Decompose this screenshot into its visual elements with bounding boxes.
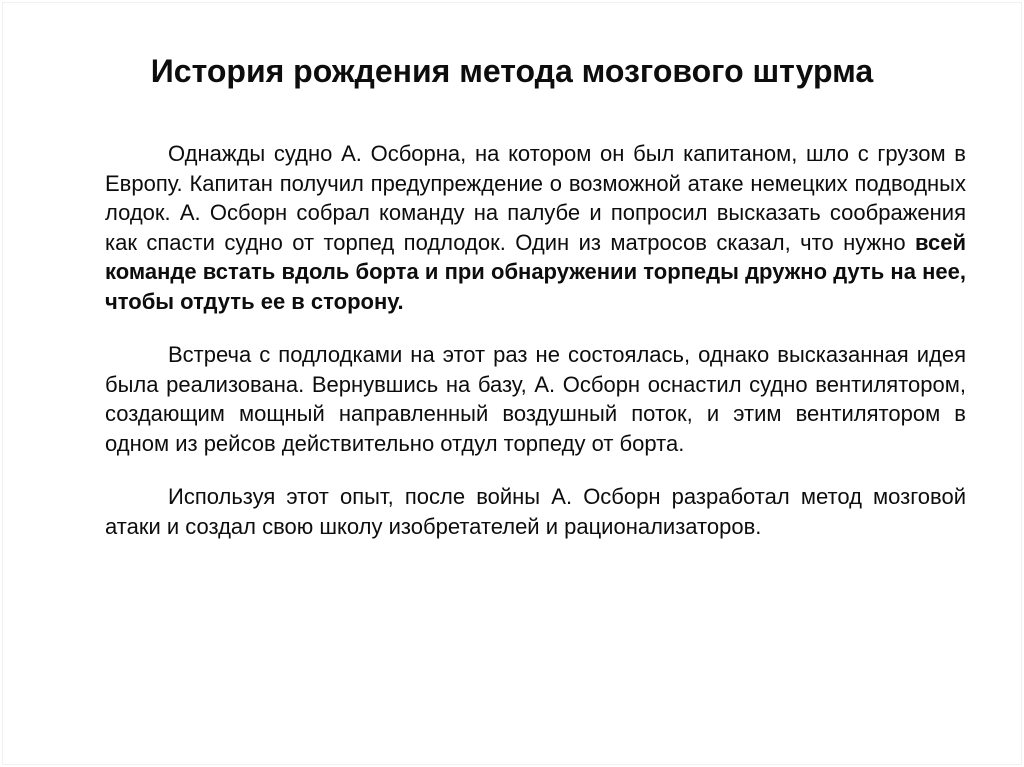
- paragraph: [105, 139, 966, 316]
- paragraph: [105, 340, 966, 458]
- paragraph-text: Используя этот опыт, после войны А. Осборн разработал метод мозговой атаки и создал свою школу изобретателей и рационализаторов.: [105, 484, 966, 539]
- paragraph-text: Однажды судно А. Осборна, на котором он был капитаном, шло с грузом в Европу. Капитан получил предупреждение о возможной атаке немецких подводных лодок. А. Осборн собрал команду на палубе и попросил высказать соображения как спасти судно от торпед подлодок. Один из матросов сказал, что нужно: [105, 141, 966, 255]
- paragraph-bold-text: всей команде встать вдоль борта и при обнаружении торпеды дружно дуть на нее, чтобы отдуть ее в сторону.: [105, 229, 966, 314]
- slide-title: История рождения метода мозгового штурма: [150, 53, 874, 89]
- slide-body: [105, 139, 966, 541]
- paragraph-text: Встреча с подлодками на этот раз не состоялась, однако высказанная идея была реализована. Вернувшись на базу, А. Осборн оснастил судно вентилятором, создающим мощный направленный воздушный поток, и этим вентилятором в одном из рейсов действительно отдул торпеду от борта.: [105, 342, 966, 456]
- paragraph: [105, 482, 966, 541]
